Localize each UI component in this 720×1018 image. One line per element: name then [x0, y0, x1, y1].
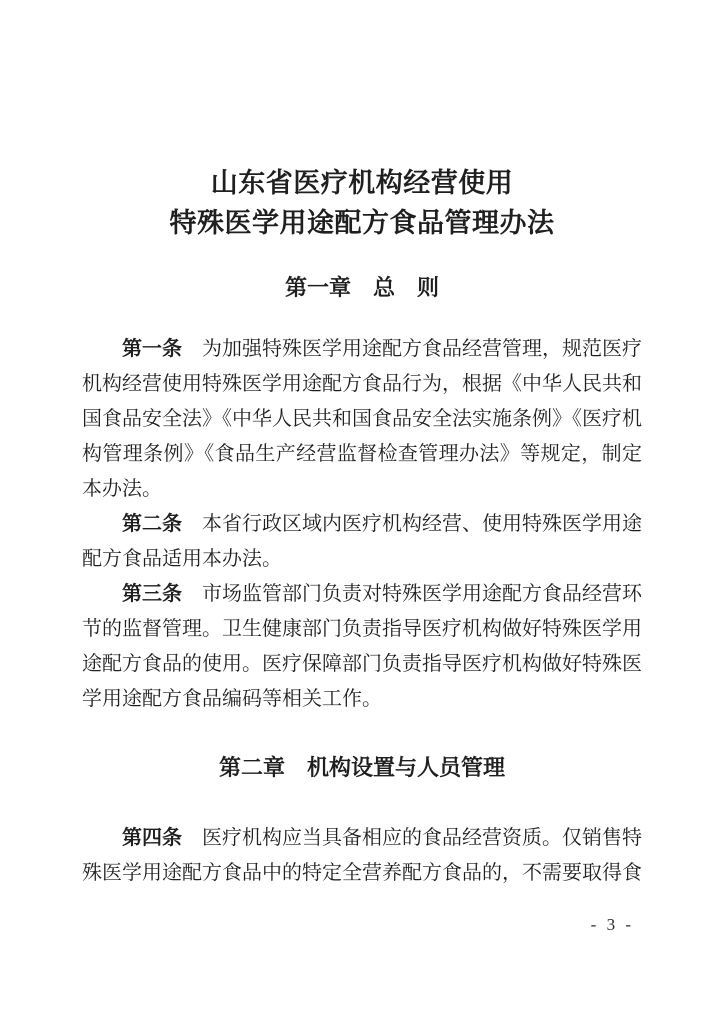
- article-1-text: 为加强特殊医学用途配方食品经营管理，规范医疗机构经营使用特殊医学用途配方食品行为，根据《中华人民共和国食品安全法》《中华人民共和国食品安全法实施条例》《医疗机构管理条例》《食品生产经营监督检查管理办法》等规定，制定本办法。: [82, 338, 642, 500]
- article-3: [82, 577, 642, 717]
- article-3-label: 第三条: [122, 583, 182, 605]
- article-4-text: 医疗机构应当具备相应的食品经营资质。仅销售特殊医学用途配方食品中的特定全营养配方食品的，不需要取得食: [82, 827, 642, 884]
- article-1-label: 第一条: [122, 338, 182, 360]
- chapter-1-heading: 第一章 总 则: [284, 275, 439, 300]
- article-2-label: 第二条: [122, 513, 182, 535]
- article-4: [82, 821, 642, 891]
- chapter-2-heading: 第二章 机构设置与人员管理: [218, 755, 505, 780]
- article-4-label: 第四条: [122, 827, 182, 849]
- article-1: [82, 332, 642, 507]
- page-number: - 3 -: [590, 915, 634, 934]
- chapter-1-articles: [82, 332, 642, 717]
- chapter-2-articles: [82, 821, 642, 891]
- document-title-line2: 特殊医学用途配方食品管理办法: [169, 208, 555, 238]
- document-title-line1: 山东省医疗机构经营使用: [210, 168, 514, 198]
- article-2-text: 本省行政区域内医疗机构经营、使用特殊医学用途配方食品适用本办法。: [82, 513, 642, 570]
- article-3-text: 市场监管部门负责对特殊医学用途配方食品经营环节的监督管理。卫生健康部门负责指导医疗机构做好特殊医学用途配方食品的使用。医疗保障部门负责指导医疗机构做好特殊医学用途配方食品编码等相关工作。: [82, 583, 642, 710]
- document-title: [82, 163, 642, 243]
- article-2: [82, 507, 642, 577]
